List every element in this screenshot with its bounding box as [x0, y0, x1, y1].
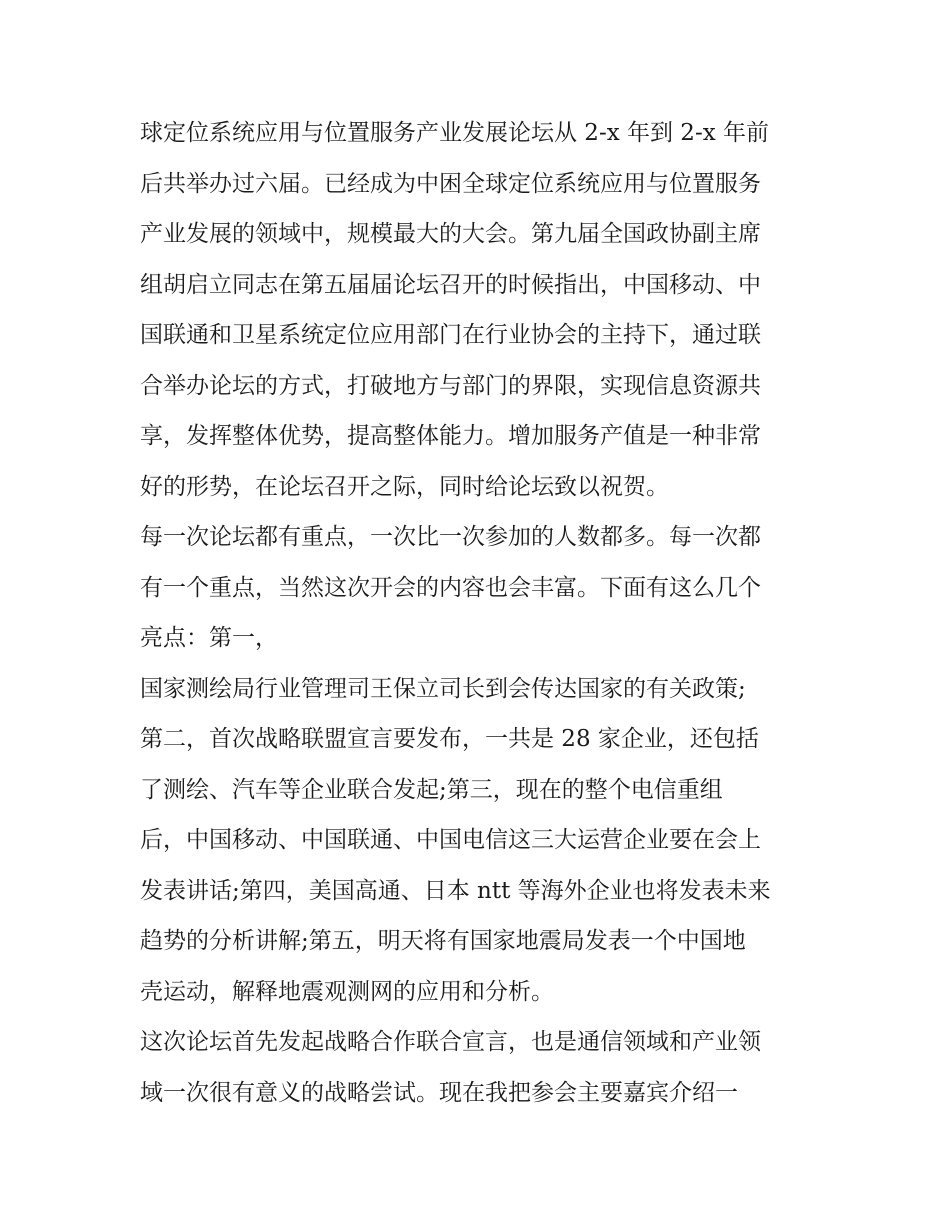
text-line: 壳运动，解释地震观测网的应用和分析。: [140, 978, 554, 1005]
text-line: 了测绘、汽车等企业联合发起;第三，现在的整个电信重组: [140, 776, 723, 803]
text-line: 球定位系统应用与位置服务产业发展论坛从 2-x 年到 2-x 年前: [140, 120, 769, 146]
text-line: 合举办论坛的方式，打破地方与部门的界限，实现信息资源共: [140, 372, 761, 399]
text-line: 组胡启立同志在第五届届论坛召开的时候指出，中国移动、中: [140, 271, 761, 298]
body-text: [140, 108, 820, 1118]
text-line: 享，发挥整体优势，提高整体能力。增加服务产值是一种非常: [140, 423, 761, 449]
text-line: 趋势的分析讲解;第五，明天将有国家地震局发表一个中国地: [140, 928, 746, 954]
text-line: 亮点：第一，: [140, 625, 278, 651]
text-line: 产业发展的领域中，规模最大的大会。第九届全国政协副主席: [140, 221, 761, 247]
text-line: 第二，首次战略联盟宣言要发布，一共是 28 家企业，还包括: [140, 726, 759, 752]
text-line: 国联通和卫星系统定位应用部门在行业协会的主持下，通过联: [140, 322, 761, 348]
text-line: 有一个重点，当然这次开会的内容也会丰富。下面有这么几个: [140, 574, 761, 601]
text-line: 后，中国移动、中国联通、中国电信这三大运营企业要在会上: [140, 827, 761, 853]
text-line: 好的形势，在论坛召开之际，同时给论坛致以祝贺。: [140, 473, 669, 500]
text-line: 每一次论坛都有重点，一次比一次参加的人数都多。每一次都: [140, 524, 761, 550]
text-line: 这次论坛首先发起战略合作联合宣言，也是通信领域和产业领: [140, 1029, 761, 1055]
text-line: 后共举办过六届。已经成为中困全球定位系统应用与位置服务: [140, 170, 761, 197]
text-line: 域一次很有意义的战略尝试。现在我把参会主要嘉宾介绍一: [140, 1079, 738, 1106]
text-line: 发表讲话;第四，美国高通、日本 ntt 等海外企业也将发表未来: [140, 877, 771, 904]
text-line: 国家测绘局行业管理司王保立司长到会传达国家的有关政策;: [140, 675, 746, 702]
